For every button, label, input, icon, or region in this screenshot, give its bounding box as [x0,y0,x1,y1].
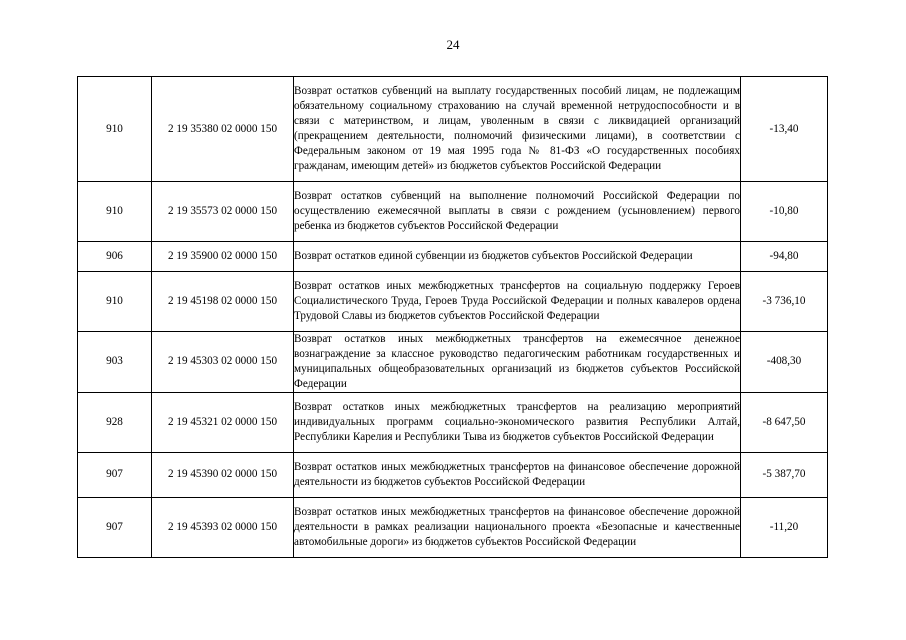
budget-code-cell: 2 19 45321 02 0000 150 [152,392,294,452]
amount-cell: -11,20 [741,497,828,557]
budget-code-cell: 2 19 45390 02 0000 150 [152,452,294,497]
table-row [78,332,828,393]
amount-cell: -408,30 [741,332,828,393]
budget-code-cell: 2 19 45393 02 0000 150 [152,497,294,557]
description-cell: Возврат остатков иных межбюджетных трансфертов на финансовое обеспечение дорожной деятельности в рамках реализации национального проекта «Безопасные и качественные автомобильные дороги» из бюджетов субъектов Российской Федерации [294,497,741,557]
description-cell: Возврат остатков субвенций на выполнение полномочий Российской Федерации по осуществлению ежемесячной выплаты в связи с рождением (усыновлением) первого ребенка из бюджетов субъектов Российской Федерации [294,182,741,242]
page-number: 24 [446,37,460,52]
table-row [78,77,828,182]
description-cell: Возврат остатков единой субвенции из бюджетов субъектов Российской Федерации [294,242,741,272]
admin-code-cell: 903 [78,332,152,393]
amount-cell: -94,80 [741,242,828,272]
table-row [78,497,828,557]
table-row [78,272,828,332]
admin-code-cell: 907 [78,497,152,557]
admin-code-cell: 928 [78,392,152,452]
admin-code-cell: 910 [78,272,152,332]
admin-code-cell: 910 [78,77,152,182]
budget-code-cell: 2 19 35573 02 0000 150 [152,182,294,242]
description-cell: Возврат остатков иных межбюджетных трансфертов на ежемесячное денежное вознаграждение за классное руководство педагогическим работникам государственных и муниципальных общеобразовательных организаций из бюджетов субъектов Российской Федерации [294,332,741,393]
description-cell: Возврат остатков субвенций на выплату государственных пособий лицам, не подлежащим обязательному социальному страхованию на случай временной нетрудоспособности и в связи с материнством, и лицам, уволенным в связи с ликвидацией организаций (прекращением деятельности, полномочий физическими лицами), в соответствии с Федеральным законом от 19 мая 1995 года № 81-ФЗ «О государственных пособиях гражданам, имеющим детей» из бюджетов субъектов Российской Федерации [294,77,741,182]
description-cell: Возврат остатков иных межбюджетных трансфертов на реализацию мероприятий индивидуальных программ социально-экономического развития Республики Алтай, Республики Карелия и Республики Тыва из бюджетов субъектов Российской Федерации [294,392,741,452]
description-cell: Возврат остатков иных межбюджетных трансфертов на социальную поддержку Героев Социалистического Труда, Героев Труда Российской Федерации и полных кавалеров ордена Трудовой Славы из бюджетов субъектов Российской Федерации [294,272,741,332]
amount-cell: -8 647,50 [741,392,828,452]
budget-table [77,76,828,558]
amount-cell: -13,40 [741,77,828,182]
admin-code-cell: 910 [78,182,152,242]
table-row [78,452,828,497]
description-cell: Возврат остатков иных межбюджетных трансфертов на финансовое обеспечение дорожной деятельности из бюджетов субъектов Российской Федерации [294,452,741,497]
budget-code-cell: 2 19 35380 02 0000 150 [152,77,294,182]
admin-code-cell: 906 [78,242,152,272]
budget-code-cell: 2 19 45198 02 0000 150 [152,272,294,332]
table-row [78,392,828,452]
amount-cell: -3 736,10 [741,272,828,332]
admin-code-cell: 907 [78,452,152,497]
budget-code-cell: 2 19 35900 02 0000 150 [152,242,294,272]
budget-code-cell: 2 19 45303 02 0000 150 [152,332,294,393]
table-row [78,182,828,242]
table-row [78,242,828,272]
amount-cell: -5 387,70 [741,452,828,497]
amount-cell: -10,80 [741,182,828,242]
